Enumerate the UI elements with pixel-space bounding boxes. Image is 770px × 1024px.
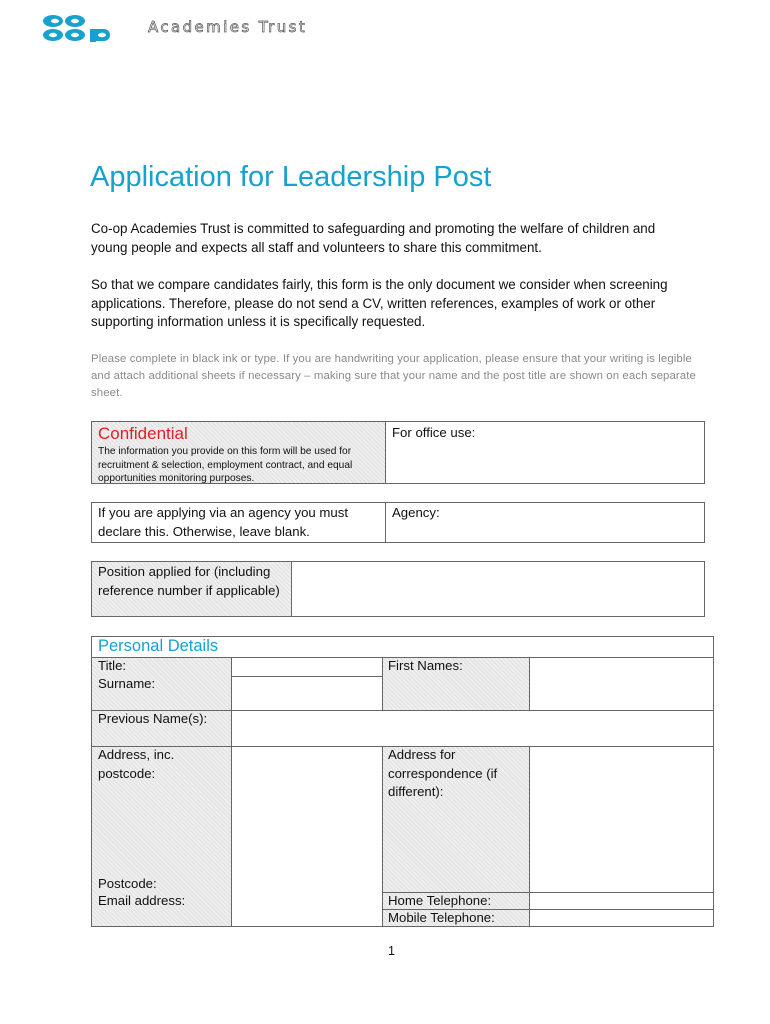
first-names-input[interactable] xyxy=(530,658,713,710)
surname-input[interactable] xyxy=(232,677,382,710)
postcode-label: Postcode: xyxy=(98,876,157,891)
home-telephone-input[interactable] xyxy=(530,893,713,909)
instructions-note: Please complete in black ink or type. If you are handwriting your application, please ensure that your writing is legible and attach additional sheets if necessary – making sure that your name and the post title are shown on each separate sheet. xyxy=(91,353,696,399)
first-names-label: First Names: xyxy=(388,658,463,673)
org-name: Academies Trust xyxy=(148,18,308,36)
mobile-telephone-input[interactable] xyxy=(530,910,713,926)
agency-input[interactable] xyxy=(452,503,704,542)
agency-label: Agency: xyxy=(392,505,440,520)
home-telephone-label: Home Telephone: xyxy=(388,893,492,908)
co-op-logo-mark xyxy=(42,14,116,42)
previous-names-input[interactable] xyxy=(232,711,713,746)
surname-label: Surname: xyxy=(98,676,156,691)
confidential-box xyxy=(91,421,705,484)
agency-box xyxy=(91,502,705,543)
confidential-notice xyxy=(92,422,385,483)
address-label: Address, inc. postcode: xyxy=(98,747,175,781)
office-use-field xyxy=(392,424,475,443)
intro-paragraph-1: Co-op Academies Trust is committed to safeguarding and promoting the welfare of children and young people and expects all staff and volunteers to share this commitment. xyxy=(91,221,656,255)
position-input[interactable] xyxy=(292,562,704,616)
personal-details-table xyxy=(91,636,714,927)
personal-details-header xyxy=(98,637,218,656)
address-input[interactable] xyxy=(232,747,382,926)
co-op-logo xyxy=(42,14,116,47)
title-label: Title: xyxy=(98,658,127,673)
title-input[interactable] xyxy=(232,658,382,676)
confidential-title: Confidential xyxy=(98,424,188,443)
page-title: Application for Leadership Post xyxy=(90,161,492,193)
email-label: Email address: xyxy=(98,893,186,908)
mobile-telephone-label: Mobile Telephone: xyxy=(388,910,495,925)
office-use-label: For office use: xyxy=(392,425,476,440)
previous-names-label: Previous Name(s): xyxy=(98,711,208,726)
correspondence-address-input[interactable] xyxy=(530,747,713,892)
agency-instruction: If you are applying via an agency you must declare this. Otherwise, leave blank. xyxy=(98,505,348,539)
position-label: Position applied for (including reference number if applicable) xyxy=(92,562,291,616)
personal-details-title: Personal Details xyxy=(98,637,219,655)
correspondence-address-label: Address for correspondence (if different): xyxy=(388,747,498,799)
page-number: 1 xyxy=(388,944,395,958)
intro-paragraph-2: So that we compare candidates fairly, this form is the only document we consider when screening applications. Therefore, please do not send a CV, written references, examples of work or other supporting information unless it is specifically requested. xyxy=(91,277,668,329)
position-box xyxy=(91,561,705,617)
confidential-text: The information you provide on this form will be used for recruitment & selection, employment contract, and equal opportunities monitoring purposes. xyxy=(98,446,353,484)
